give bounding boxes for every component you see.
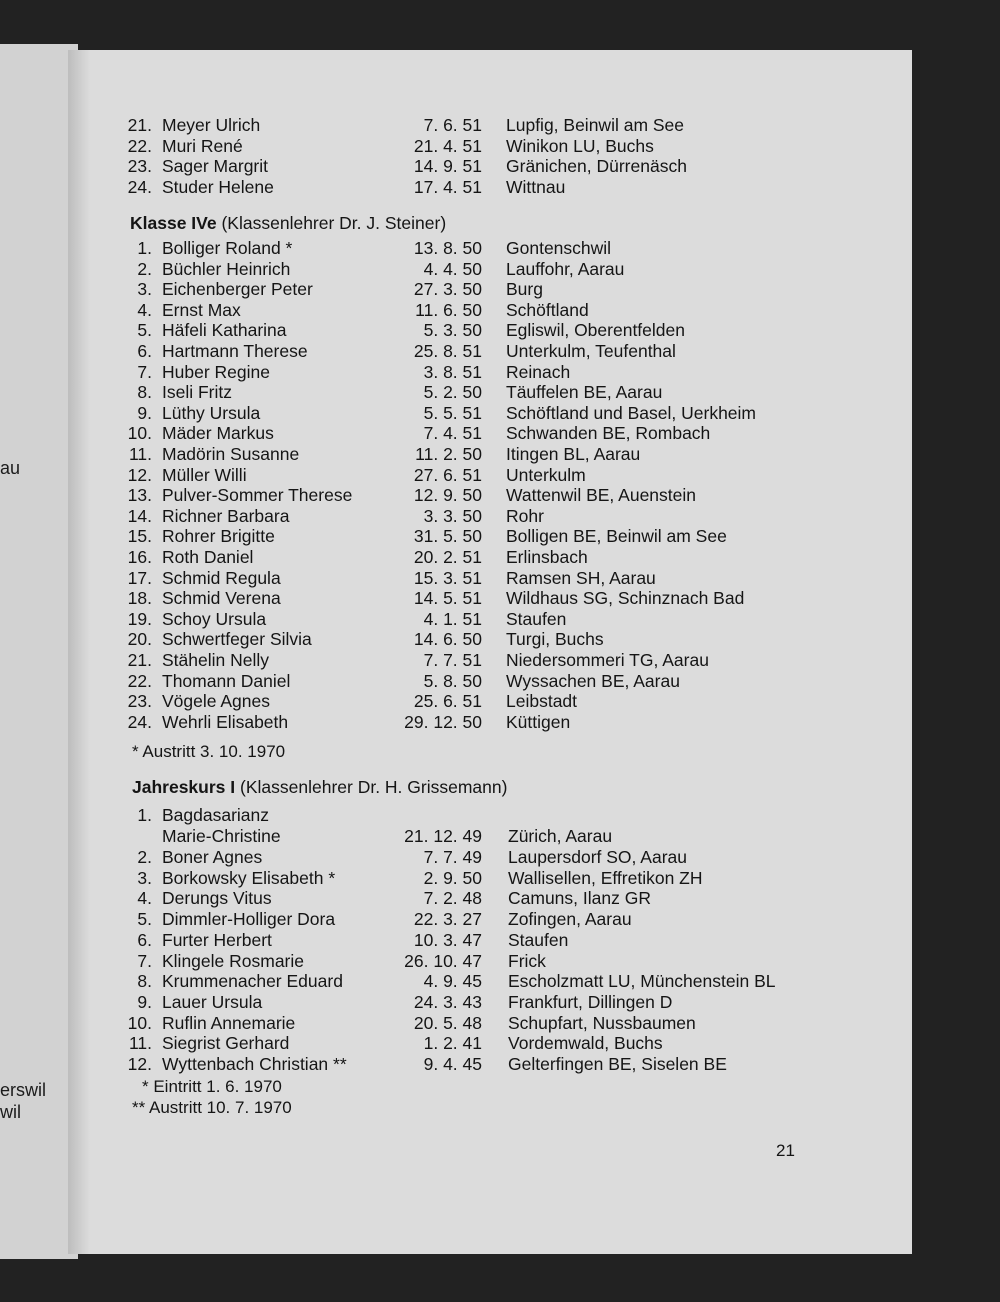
birth-date: 7. 2. 48 — [423, 888, 482, 909]
birth-date: 25. 6. 51 — [413, 691, 482, 712]
row-number: 21. — [127, 650, 152, 670]
row-number: 11. — [128, 1033, 152, 1054]
place-of-origin: Escholzmatt LU, Münchenstein BL — [508, 971, 776, 992]
place-of-origin: Unterkulm — [506, 464, 586, 485]
birth-date: 3. 8. 51 — [423, 361, 482, 382]
class-teacher: (Klassenlehrer Dr. J. Steiner) — [221, 213, 447, 233]
row-number: 15. — [127, 526, 152, 547]
row-number: 11. — [128, 444, 152, 464]
row-number: 20. — [127, 629, 152, 650]
student-name: Meyer Ulrich — [162, 115, 261, 135]
row-number: 3. — [137, 279, 152, 300]
student-name-continued: Marie-Christine — [162, 826, 281, 846]
place-of-origin: Leibstadt — [506, 691, 578, 712]
row-number: 14. — [127, 505, 152, 526]
birth-date: 7. 7. 49 — [423, 847, 482, 867]
course-footnote-entry: * Eintritt 1. 6. 1970 — [142, 1077, 282, 1096]
student-name: Schmid Regula — [162, 567, 281, 588]
student-name: Wehrli Elisabeth — [162, 711, 289, 732]
student-name: Eichenberger Peter — [162, 279, 313, 300]
student-name: Schoy Ursula — [162, 608, 267, 629]
place-of-origin: Küttigen — [506, 711, 571, 732]
birth-date: 20. 5. 48 — [413, 1012, 482, 1033]
birth-date: 27. 3. 50 — [413, 279, 482, 300]
place-of-origin: Vordemwald, Buchs — [508, 1033, 663, 1054]
student-name: Sager Margrit — [162, 156, 269, 177]
row-number: 5. — [137, 909, 152, 930]
row-number: 1. — [137, 238, 152, 258]
birth-date: 7. 4. 51 — [423, 423, 482, 444]
student-name: Pulver-Sommer Therese — [162, 485, 353, 506]
student-name: Bolliger Roland * — [162, 238, 293, 258]
place-of-origin: Itingen BL, Aarau — [506, 444, 641, 464]
row-number: 1. — [137, 805, 152, 825]
birth-date: 3. 3. 50 — [423, 505, 482, 526]
row-number: 16. — [127, 547, 152, 567]
birth-date: 11. 6. 50 — [415, 299, 482, 320]
birth-date: 14. 5. 51 — [413, 588, 482, 609]
row-number: 24. — [127, 711, 152, 732]
birth-date: 24. 3. 43 — [413, 991, 482, 1012]
place-of-origin: Wattenwil BE, Auenstein — [506, 485, 697, 506]
student-name: Siegrist Gerhard — [162, 1033, 290, 1054]
place-of-origin: Lupfig, Beinwil am See — [506, 115, 685, 135]
place-of-origin: Gelterfingen BE, Siselen BE — [508, 1054, 727, 1074]
student-name: Müller Willi — [162, 464, 247, 485]
course-title: Jahreskurs I — [132, 777, 236, 797]
row-number: 23. — [127, 156, 152, 177]
place-of-origin: Laupersdorf SO, Aarau — [508, 847, 687, 867]
birth-date: 26. 10. 47 — [404, 950, 482, 971]
row-number: 19. — [127, 608, 152, 629]
birth-date: 5. 2. 50 — [423, 382, 482, 403]
left-page-fragment: au — [0, 458, 21, 478]
course-footnote-exit: ** Austritt 10. 7. 1970 — [132, 1098, 292, 1117]
student-name: Stähelin Nelly — [162, 650, 269, 670]
birth-date: 7. 7. 51 — [423, 650, 482, 670]
row-number: 21. — [127, 115, 152, 135]
row-number: 18. — [127, 588, 152, 609]
birth-date: 1. 2. 41 — [423, 1033, 482, 1054]
place-of-origin: Täuffelen BE, Aarau — [506, 382, 663, 403]
left-page-fragment: erswil — [0, 1080, 47, 1100]
birth-date: 14. 6. 50 — [413, 629, 482, 650]
place-of-origin: Egliswil, Oberentfelden — [506, 320, 685, 341]
place-of-origin: Gränichen, Dürrenäsch — [506, 156, 687, 177]
student-name: Studer Helene — [162, 177, 274, 198]
student-name: Huber Regine — [162, 361, 270, 382]
student-name: Büchler Heinrich — [162, 258, 291, 279]
row-number: 10. — [127, 1012, 152, 1033]
student-name: Thomann Daniel — [162, 670, 291, 691]
place-of-origin: Schöftland und Basel, Uerkheim — [506, 402, 756, 423]
place-of-origin: Camuns, Ilanz GR — [508, 888, 651, 909]
student-name: Rohrer Brigitte — [162, 526, 275, 547]
student-name: Lüthy Ursula — [162, 402, 261, 423]
row-number: 10. — [127, 423, 152, 444]
place-of-origin: Ramsen SH, Aarau — [506, 567, 656, 588]
place-of-origin: Zürich, Aarau — [508, 826, 613, 846]
student-name: Schwertfeger Silvia — [162, 629, 312, 650]
course-heading — [132, 777, 507, 798]
birth-date: 9. 4. 45 — [423, 1054, 482, 1074]
birth-date: 13. 8. 50 — [413, 238, 482, 258]
class-footnote: * Austritt 3. 10. 1970 — [132, 742, 286, 761]
left-page-fragment: wil — [0, 1102, 21, 1122]
student-name: Krummenacher Eduard — [162, 971, 343, 992]
student-name: Derungs Vitus — [162, 888, 272, 909]
row-number: 9. — [137, 402, 152, 423]
student-name: Klingele Rosmarie — [162, 950, 305, 971]
row-number: 6. — [137, 929, 152, 950]
row-number: 8. — [137, 382, 152, 403]
student-name: Muri René — [162, 135, 243, 156]
place-of-origin: Wittnau — [506, 177, 566, 198]
student-name: Lauer Ursula — [162, 991, 263, 1012]
student-name: Vögele Agnes — [162, 691, 271, 712]
left-page-edge — [0, 44, 78, 1259]
place-of-origin: Erlinsbach — [506, 547, 588, 567]
birth-date: 21. 4. 51 — [413, 135, 482, 156]
student-name: Ernst Max — [162, 299, 241, 320]
place-of-origin: Rohr — [506, 505, 544, 526]
course-teacher: (Klassenlehrer Dr. H. Grissemann) — [240, 777, 508, 797]
class-heading — [130, 213, 446, 234]
row-number: 13. — [127, 485, 152, 506]
place-of-origin: Turgi, Buchs — [506, 629, 604, 650]
row-number: 22. — [127, 670, 152, 691]
student-name: Ruflin Annemarie — [162, 1012, 296, 1033]
row-number: 2. — [137, 847, 152, 867]
place-of-origin: Staufen — [506, 608, 567, 629]
birth-date: 27. 6. 51 — [413, 464, 482, 485]
student-name: Hartmann Therese — [162, 341, 308, 361]
birth-date: 17. 4. 51 — [413, 177, 482, 198]
row-number: 12. — [127, 464, 152, 485]
row-number: 3. — [137, 867, 152, 888]
row-number: 7. — [137, 950, 152, 971]
place-of-origin: Schupfart, Nussbaumen — [508, 1012, 696, 1033]
place-of-origin: Frankfurt, Dillingen D — [508, 991, 673, 1012]
birth-date: 11. 2. 50 — [415, 444, 482, 464]
birth-date: 2. 9. 50 — [423, 867, 482, 888]
place-of-origin: Gontenschwil — [506, 238, 612, 258]
student-name: Schmid Verena — [162, 588, 281, 609]
place-of-origin: Bolligen BE, Beinwil am See — [506, 526, 727, 547]
birth-date: 7. 6. 51 — [423, 115, 482, 135]
birth-date: 29. 12. 50 — [404, 711, 482, 732]
place-of-origin: Schöftland — [506, 299, 589, 320]
row-number: 5. — [137, 320, 152, 341]
birth-date: 5. 3. 50 — [423, 320, 482, 341]
class-title: Klasse IVe — [130, 213, 217, 233]
row-number: 8. — [137, 971, 152, 992]
student-name: Madörin Susanne — [162, 444, 300, 464]
place-of-origin: Frick — [508, 950, 546, 971]
place-of-origin: Unterkulm, Teufenthal — [506, 341, 676, 361]
row-number: 7. — [137, 361, 152, 382]
place-of-origin: Wildhaus SG, Schinznach Bad — [506, 588, 745, 609]
birth-date: 5. 5. 51 — [423, 402, 482, 423]
student-name: Bagdasarianz — [162, 805, 270, 825]
place-of-origin: Winikon LU, Buchs — [506, 135, 654, 156]
student-name: Häfeli Katharina — [162, 320, 287, 341]
student-name: Boner Agnes — [162, 847, 263, 867]
place-of-origin: Lauffohr, Aarau — [506, 258, 625, 279]
student-name: Borkowsky Elisabeth * — [162, 867, 336, 888]
row-number: 6. — [137, 341, 152, 361]
birth-date: 4. 4. 50 — [423, 258, 482, 279]
row-number: 9. — [137, 991, 152, 1012]
place-of-origin: Wyssachen BE, Aarau — [506, 670, 680, 691]
birth-date: 20. 2. 51 — [413, 547, 482, 567]
birth-date: 5. 8. 50 — [423, 670, 482, 691]
birth-date: 22. 3. 27 — [413, 909, 482, 930]
birth-date: 12. 9. 50 — [413, 485, 482, 506]
row-number: 2. — [137, 258, 152, 279]
place-of-origin: Burg — [506, 279, 543, 300]
student-name: Furter Herbert — [162, 929, 272, 950]
row-number: 4. — [137, 299, 152, 320]
birth-date: 14. 9. 51 — [413, 156, 482, 177]
student-name: Dimmler-Holliger Dora — [162, 909, 336, 930]
birth-date: 31. 5. 50 — [413, 526, 482, 547]
place-of-origin: Wallisellen, Effretikon ZH — [508, 867, 703, 888]
student-name: Mäder Markus — [162, 423, 274, 444]
row-number: 17. — [127, 567, 152, 588]
birth-date: 15. 3. 51 — [413, 567, 482, 588]
page-gutter-shadow — [68, 50, 90, 1254]
birth-date: 10. 3. 47 — [413, 929, 482, 950]
row-number: 22. — [127, 135, 152, 156]
row-number: 4. — [137, 888, 152, 909]
row-number: 23. — [127, 691, 152, 712]
student-name: Wyttenbach Christian ** — [162, 1054, 347, 1074]
student-name: Iseli Fritz — [162, 382, 232, 403]
birth-date: 4. 1. 51 — [423, 608, 482, 629]
row-number: 12. — [127, 1054, 152, 1074]
row-number: 24. — [127, 177, 152, 198]
birth-date: 4. 9. 45 — [423, 971, 482, 992]
student-name: Roth Daniel — [162, 547, 254, 567]
page-number: 21 — [776, 1141, 795, 1160]
place-of-origin: Staufen — [508, 929, 569, 950]
place-of-origin: Zofingen, Aarau — [508, 909, 632, 930]
student-name: Richner Barbara — [162, 505, 290, 526]
place-of-origin: Niedersommeri TG, Aarau — [506, 650, 709, 670]
place-of-origin: Reinach — [506, 361, 571, 382]
birth-date: 25. 8. 51 — [413, 341, 482, 361]
birth-date: 21. 12. 49 — [404, 826, 482, 846]
place-of-origin: Schwanden BE, Rombach — [506, 423, 711, 444]
